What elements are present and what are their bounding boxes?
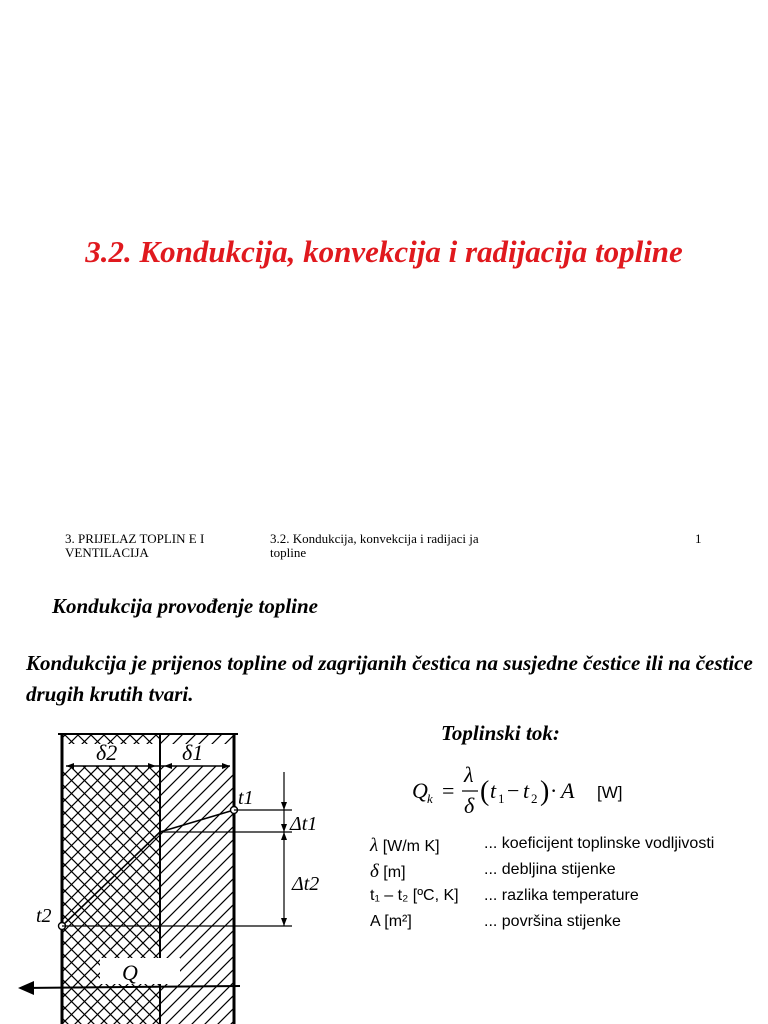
svg-text:−: − (507, 778, 520, 803)
legend-description: ... koeficijent toplinske vodljivosti (484, 835, 715, 852)
label-q: Q (122, 960, 138, 985)
legend-symbol: A (370, 913, 380, 930)
heat-flux-formula (410, 760, 710, 820)
label-dt1: Δt1 (290, 813, 318, 835)
formula-area: A (561, 778, 575, 803)
svg-text:=: = (442, 778, 455, 803)
formula-t2-sub: 2 (531, 791, 538, 806)
section-heading: Kondukcija provođenje topline (52, 594, 319, 618)
label-delta2: δ2 (96, 740, 118, 765)
legend-row-temperature (370, 887, 765, 911)
formula-t1: t (490, 778, 497, 803)
formula-q: Q (412, 778, 428, 803)
legend-unit: [m] (383, 864, 406, 881)
flux-heading: Toplinski tok: (441, 721, 560, 745)
wall-conduction-diagram (0, 722, 360, 1024)
formula-q-sub: k (427, 791, 433, 806)
page-number: 1 (695, 531, 702, 546)
label-dt2: Δt2 (292, 873, 320, 895)
legend-unit: [W/m K] (382, 838, 440, 855)
legend-row-lambda (370, 835, 765, 859)
legend-symbol: λ (370, 835, 379, 856)
legend-unit: [ºC, K] (412, 887, 459, 904)
formula-delta: δ (464, 793, 475, 818)
legend-symbol: t₁ – t₂ (370, 887, 409, 904)
formula-t1-sub: 1 (498, 791, 505, 806)
legend-description: ... površina stijenke (484, 913, 621, 930)
body-text: Kondukcija je prijenos topline od zagrijanih čestica na susjedne čestice ili na čestice drugih krutih tvari. (26, 651, 753, 706)
footer-chapter: 3. PRIJELAZ TOPLIN E I VENTILACIJA (65, 531, 205, 560)
formula-lambda: λ (464, 762, 474, 787)
svg-text:·: · (550, 778, 558, 803)
legend-row-area (370, 913, 765, 937)
legend-row-delta (370, 861, 765, 885)
legend-description: ... debljina stijenke (484, 861, 616, 878)
legend-description: ... razlika temperature (484, 887, 639, 904)
svg-text:): ) (540, 776, 550, 807)
legend-unit: [m²] (384, 913, 412, 930)
slide-title: 3.2. Kondukcija, konvekcija i radijacija topline (85, 234, 683, 269)
label-t2: t2 (36, 905, 52, 927)
footer-section: 3.2. Kondukcija, konvekcija i radijaci ja topline (270, 531, 479, 560)
label-delta1: δ1 (182, 740, 204, 765)
legend-symbol: δ (370, 861, 379, 882)
label-t1: t1 (238, 787, 254, 809)
formula-unit: [W] (597, 783, 623, 802)
formula-t2: t (523, 778, 530, 803)
svg-text:(: ( (480, 776, 490, 807)
